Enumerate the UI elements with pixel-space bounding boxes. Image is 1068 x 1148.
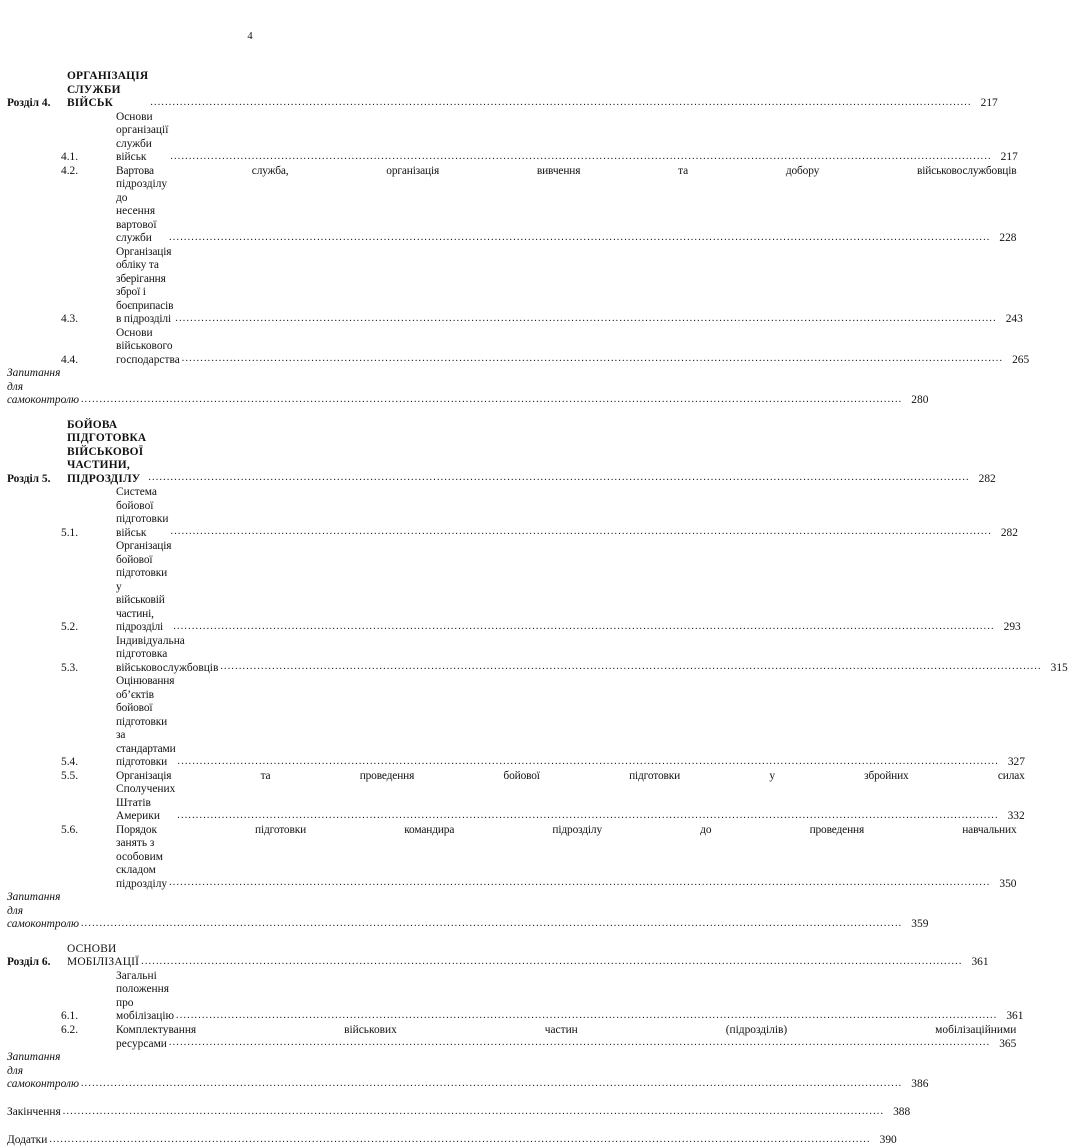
- item-title: Система бойової підготовки військ: [116, 486, 169, 539]
- item-number: 5.1.: [61, 526, 79, 539]
- chapter-label: Розділ 4.: [7, 97, 51, 109]
- page-ref: 350: [999, 877, 1017, 890]
- item-number: 5.2.: [61, 621, 79, 633]
- page-ref: 280: [911, 394, 929, 406]
- item-number: 4.3.: [61, 313, 79, 325]
- toc-item-4-3[interactable]: [7, 245, 1023, 327]
- item-number: 5.3.: [61, 661, 79, 674]
- page-ref: 228: [999, 232, 1017, 244]
- page-ref: 282: [1000, 526, 1018, 539]
- item-number: 5.5.: [61, 769, 79, 782]
- item-number: 6.2.: [61, 1023, 79, 1036]
- item-title-line-1: Комплектування військових частин (підрозділів) мобілізаційними: [116, 1023, 1017, 1036]
- chapter-title: БОЙОВА ПІДГОТОВКА ВІЙСЬКОВОЇ ЧАСТИНИ, ПІДРОЗДІЛУ: [67, 418, 147, 485]
- page-ref: 390: [879, 1134, 897, 1146]
- toc-item-6-1[interactable]: [7, 969, 1024, 1024]
- page-ref: 361: [1006, 1010, 1024, 1022]
- item-number: 4.1.: [61, 151, 79, 163]
- item-title: Організація обліку та зберігання зброї і боєприпасів в підрозділі: [116, 245, 174, 325]
- toc-item-5-3[interactable]: [7, 634, 1068, 676]
- item-number: 5.6.: [61, 823, 79, 836]
- page-ref: 388: [893, 1106, 911, 1118]
- toc-item-5-6[interactable]: [7, 823, 1017, 892]
- chapter-title: ОСНОВИ МОБІЛІЗАЦІЇ: [67, 942, 140, 968]
- item-title: Індивідуальна підготовка військовослужбовців: [116, 634, 219, 674]
- toc-item-5-5[interactable]: [7, 769, 1025, 824]
- item-title: Оцінювання об’єктів бойової підготовки за стандартами підготовки: [116, 675, 176, 768]
- item-title-line-1: Порядок підготовки командира підрозділу до проведення навчальних: [116, 823, 1017, 836]
- toc-item-4-4[interactable]: [7, 326, 1030, 368]
- toc-item-6-2[interactable]: [7, 1023, 1017, 1052]
- leader-dots: [148, 472, 969, 484]
- leader-dots: [81, 394, 902, 406]
- chapter-label: Розділ 5.: [7, 472, 51, 485]
- item-title-line-2: ресурсами: [116, 1037, 167, 1050]
- leader-dots: [170, 151, 991, 163]
- toc-questions-5[interactable]: [7, 891, 929, 932]
- item-title-line-2: підрозділу до несення вартової служби: [116, 178, 168, 244]
- leader-dots: [169, 1037, 990, 1049]
- leader-dots: [178, 756, 999, 768]
- leader-dots: [63, 1106, 884, 1118]
- toc-item-5-2[interactable]: [7, 540, 1021, 635]
- page-ref: 332: [1007, 810, 1025, 822]
- leader-dots: [49, 1134, 870, 1146]
- page-ref: 361: [971, 956, 989, 968]
- leader-dots: [175, 313, 996, 325]
- toc-item-4-2[interactable]: [7, 164, 1017, 246]
- toc-conclusion[interactable]: [7, 1106, 911, 1120]
- item-title-line-1: Вартова служба, організація вивчення та добору військовослужбовців: [116, 164, 1017, 177]
- toc-questions-4[interactable]: [7, 367, 929, 408]
- page-ref: 315: [1050, 661, 1068, 674]
- page-ref: 365: [999, 1037, 1017, 1050]
- toc-chapter-5[interactable]: [7, 418, 996, 487]
- leader-dots: [177, 810, 998, 822]
- page-ref: 293: [1003, 621, 1021, 633]
- page-ref: 386: [911, 1078, 929, 1090]
- toc-item-5-4[interactable]: [7, 675, 1025, 770]
- page-ref: 217: [1000, 151, 1018, 163]
- item-title: Організація бойової підготовки у військовій частині, підрозділі: [116, 540, 172, 633]
- leader-dots: [141, 956, 962, 968]
- page-number: 4: [247, 31, 253, 42]
- page-ref: 243: [1005, 313, 1023, 325]
- item-number: 6.1.: [61, 1010, 79, 1022]
- leader-dots: [171, 526, 992, 538]
- item-title: Основи військового господарства: [116, 326, 180, 366]
- page-ref: 359: [911, 918, 929, 930]
- leader-dots: [176, 1010, 997, 1022]
- item-number: 4.4.: [61, 353, 79, 366]
- toc-chapter-6[interactable]: [7, 942, 989, 970]
- toc-questions-6[interactable]: [7, 1051, 929, 1092]
- questions-title: Запитання для самоконтролю: [7, 367, 79, 406]
- leader-dots: [169, 232, 990, 244]
- page-ref: 265: [1012, 353, 1030, 366]
- page-ref: 282: [978, 472, 996, 485]
- item-title-line-1: Організація та проведення бойової підготовки у збройних силах: [116, 769, 1025, 782]
- leader-dots: [220, 661, 1041, 673]
- item-title: Загальні положення про мобілізацію: [116, 969, 175, 1022]
- item-number: 5.4.: [61, 756, 79, 768]
- page-ref: 217: [980, 97, 998, 109]
- questions-title: Запитання для самоконтролю: [7, 1051, 79, 1090]
- item-title-line-2: занять з особовим складом підрозділу: [116, 837, 168, 890]
- item-title-line-2: Сполучених Штатів Америки: [116, 783, 176, 822]
- item-title: Основи організації служби військ: [116, 110, 169, 163]
- conclusion-title: Закінчення: [7, 1106, 61, 1118]
- leader-dots: [150, 97, 971, 109]
- toc-item-4-1[interactable]: [7, 110, 1018, 165]
- toc-chapter-4[interactable]: [7, 70, 998, 111]
- toc-item-5-1[interactable]: [7, 486, 1018, 540]
- toc-appendices[interactable]: [7, 1134, 897, 1148]
- chapter-title: ОРГАНІЗАЦІЯ СЛУЖБИ ВІЙСЬК: [67, 70, 149, 109]
- leader-dots: [81, 918, 902, 930]
- leader-dots: [182, 353, 1003, 365]
- table-of-contents: [7, 70, 1068, 1148]
- appendices-title: Додатки: [7, 1134, 48, 1146]
- chapter-label: Розділ 6.: [7, 956, 51, 968]
- page-ref: 327: [1007, 756, 1025, 768]
- leader-dots: [81, 1078, 902, 1090]
- leader-dots: [169, 877, 990, 889]
- leader-dots: [173, 621, 994, 633]
- item-number: 4.2.: [61, 164, 79, 177]
- questions-title: Запитання для самоконтролю: [7, 891, 79, 930]
